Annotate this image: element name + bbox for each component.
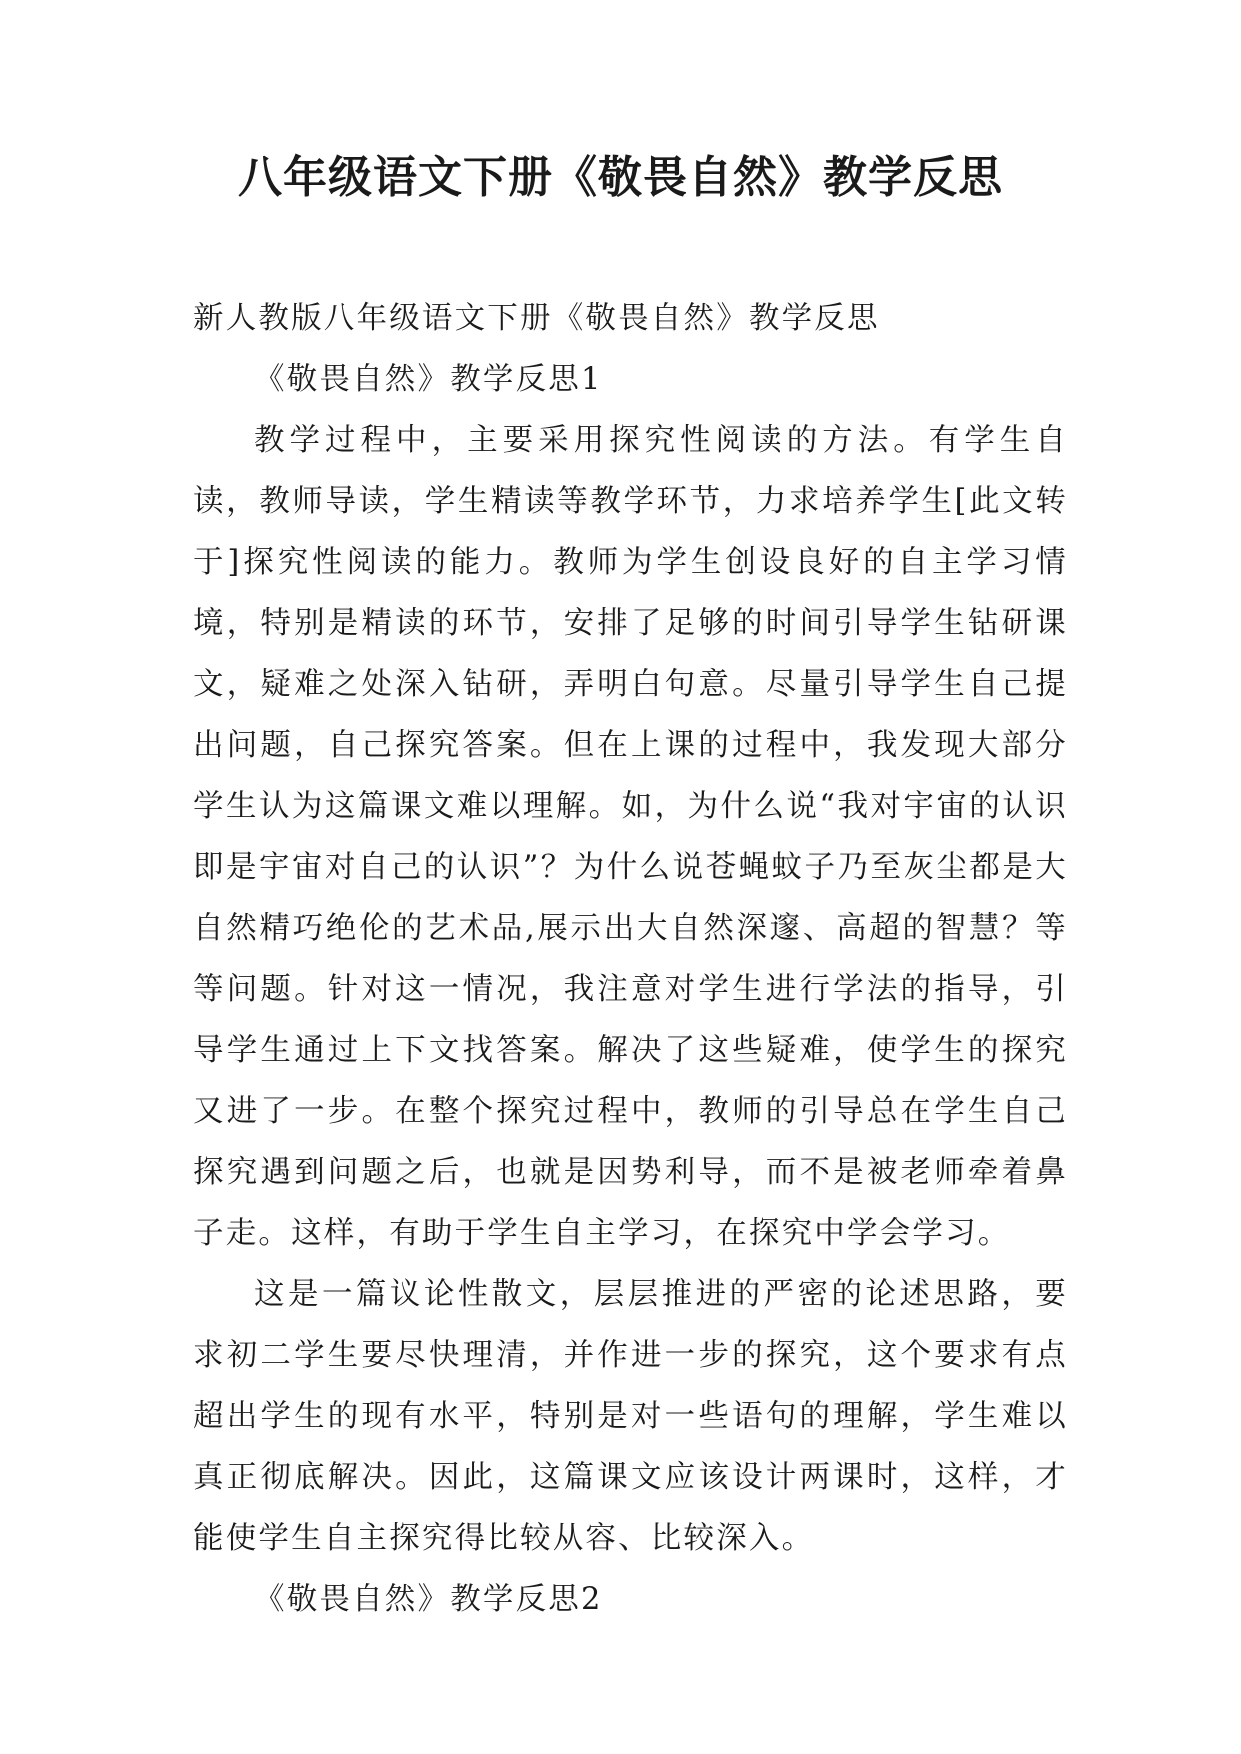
paragraph-1: 教学过程中，主要采用探究性阅读的方法。有学生自读，教师导读，学生精读等教学环节，力求培养学生[此文转于]探究性阅读的能力。教师为学生创设良好的自主学习情境，特别是精读的环节，安排了足够的时间引导学生钻研课文，疑难之处深入钻研，弄明白句意。尽量引导学生自己提出问题，自己探究答案。但在上课的过程中，我发现大部分学生认为这篇课文难以理解。如，为什么说“我对宇宙的认识即是宇宙对自己的认识”？为什么说苍蝇蚊子乃至灰尘都是大自然精巧绝伦的艺术品,展示出大自然深邃、高超的智慧？等等问题。针对这一情况，我注意对学生进行学法的指导，引导学生通过上下文找答案。解决了这些疑难，使学生的探究又进了一步。在整个探究过程中，教师的引导总在学生自己探究遇到问题之后，也就是因势利导，而不是被老师牵着鼻子走。这样，有助于学生自主学习，在探究中学会学习。 bbox=[193, 423, 1068, 1251]
section-heading-1: 《敬畏自然》教学反思1 bbox=[254, 362, 603, 397]
paragraph-2: 这是一篇议论性散文，层层推进的严密的论述思路，要求初二学生要尽快理清，并作进一步的探究，这个要求有点超出学生的现有水平，特别是对一些语句的理解，学生难以真正彻底解决。因此，这篇课文应该设计两课时，这样，才能使学生自主探究得比较从容、比较深入。 bbox=[193, 1277, 1068, 1556]
document-title: 八年级语文下册《敬畏自然》教学反思 bbox=[238, 152, 1003, 203]
document-body bbox=[193, 288, 1068, 1630]
section-heading-2: 《敬畏自然》教学反思2 bbox=[254, 1582, 603, 1617]
document-subtitle: 新人教版八年级语文下册《敬畏自然》教学反思 bbox=[193, 301, 880, 336]
